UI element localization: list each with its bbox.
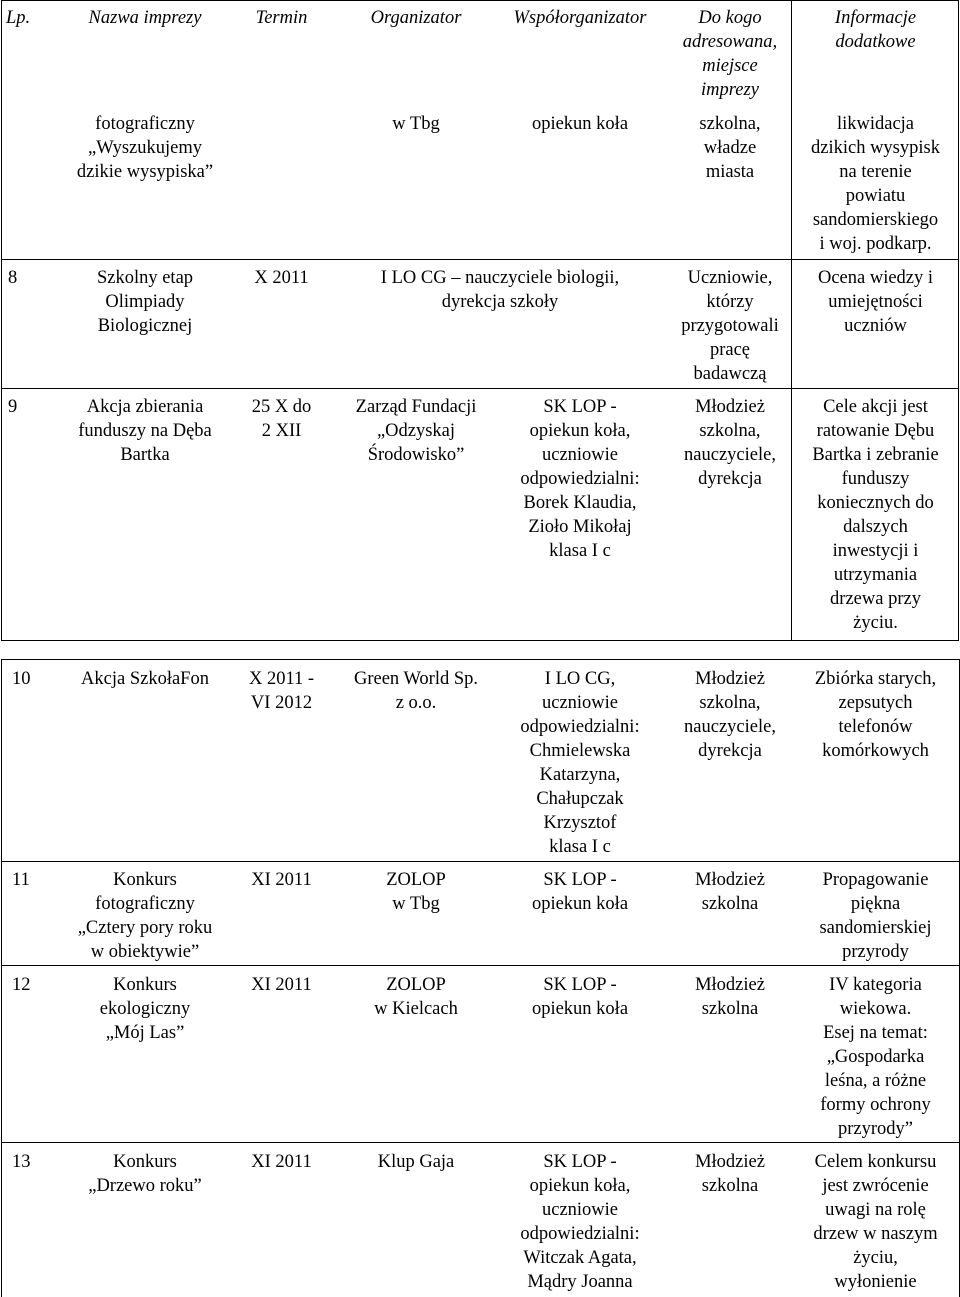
row9-coorganizer: SK LOP - opiekun koła, uczniowie odpowiedzialni: Borek Klaudia, Zioło Mikołaj klasa I c	[520, 397, 640, 561]
row11-audience: Młodzież szkolna	[695, 870, 765, 914]
row10-lp: 10	[12, 669, 31, 689]
row11-coorganizer: SK LOP - opiekun koła	[531, 870, 629, 914]
row11-term: XI 2011	[251, 870, 312, 890]
row7-coorganizer: opiekun koła	[531, 114, 629, 134]
row9-organizer: Zarząd Fundacji „Odzyskaj Środowisko”	[355, 397, 477, 465]
row10-coorganizer: I LO CG, uczniowie odpowiedzialni: Chmielewska Katarzyna, Chałupczak Krzysztof klasa I c	[520, 669, 640, 857]
row10-info: Zbiórka starych, zepsutych telefonów komórkowych	[814, 669, 937, 761]
grid-line	[1, 0, 959, 1]
row13-name: Konkurs „Drzewo roku”	[88, 1152, 202, 1196]
row12-name: Konkurs ekologiczny „Mój Las”	[99, 975, 191, 1043]
row8-lp: 8	[8, 268, 18, 288]
header-organizer: Organizator	[370, 8, 462, 28]
row11-organizer: ZOLOP w Tbg	[386, 870, 446, 914]
row12-info: IV kategoria wiekowa. Esej na temat: „Gospodarka leśna, a różne formy ochrony przyrody”	[820, 975, 931, 1139]
header-coorganizer: Współorganizator	[513, 8, 647, 28]
row9-term: 25 X do 2 XII	[251, 397, 312, 441]
row10-name: Akcja SzkołaFon	[81, 669, 209, 689]
row11-info: Propagowanie piękna sandomierskiej przyrody	[819, 870, 932, 962]
grid-line	[1, 640, 959, 641]
row11-name: Konkurs fotograficzny „Cztery pory roku w obiektywie”	[77, 870, 213, 962]
row10-organizer: Green World Sp. z o.o.	[353, 669, 479, 713]
grid-line	[1, 259, 959, 260]
grid-line	[1, 965, 959, 966]
row7-info: likwidacja dzikich wysypisk na terenie powiatu sandomierskiego i woj. podkarp.	[811, 114, 940, 254]
row12-audience: Młodzież szkolna	[695, 975, 765, 1019]
row7-organizer: w Tbg	[392, 114, 440, 134]
row9-lp: 9	[8, 397, 18, 417]
row8-audience: Uczniowie, którzy przygotowali pracę badawczą	[681, 268, 779, 384]
header-name: Nazwa imprezy	[88, 8, 202, 28]
row12-lp: 12	[12, 975, 31, 995]
row11-lp: 11	[12, 870, 30, 890]
row7-audience: szkolna, władze miasta	[699, 114, 761, 182]
row13-organizer: Klup Gaja	[377, 1152, 455, 1172]
grid-line	[1, 861, 959, 862]
row9-info: Cele akcji jest ratowanie Dębu Bartka i zebranie funduszy koniecznych do dalszych inwestycji i utrzymania drzewa przy życiu.	[812, 397, 939, 633]
row12-term: XI 2011	[251, 975, 312, 995]
row7-name: fotograficzny „Wyszukujemy dzikie wysypiska”	[76, 114, 214, 182]
row12-coorganizer: SK LOP - opiekun koła	[531, 975, 629, 1019]
header-info: Informacje dodatkowe	[834, 8, 917, 52]
row9-audience: Młodzież szkolna, nauczyciele, dyrekcja	[684, 397, 776, 489]
grid-line	[1, 1142, 959, 1143]
row13-audience: Młodzież szkolna	[695, 1152, 765, 1196]
grid-line	[1, 659, 2, 1297]
row13-coorganizer: SK LOP - opiekun koła, uczniowie odpowiedzialni: Witczak Agata, Mądry Joanna	[520, 1152, 640, 1292]
row10-term: X 2011 - VI 2012	[248, 669, 315, 713]
row8-name: Szkolny etap Olimpiady Biologicznej	[96, 268, 194, 336]
grid-line	[1, 0, 2, 641]
row8-organizer: I LO CG – nauczyciele biologii, dyrekcja szkoły	[380, 268, 620, 312]
row9-name: Akcja zbierania funduszy na Dęba Bartka	[78, 397, 212, 465]
row13-term: XI 2011	[251, 1152, 312, 1172]
row8-info: Ocena wiedzy i umiejętności uczniów	[817, 268, 934, 336]
header-lp: Lp.	[6, 8, 31, 28]
header-audience: Do kogo adresowana, miejsce imprezy	[682, 8, 778, 100]
row13-lp: 13	[12, 1152, 31, 1172]
row8-term: X 2011	[254, 268, 309, 288]
grid-line	[1, 659, 959, 660]
row13-info: Celem konkursu jest zwrócenie uwagi na rolę drzew w naszym życiu, wyłonienie	[813, 1152, 938, 1292]
header-term: Termin	[255, 8, 308, 28]
row10-audience: Młodzież szkolna, nauczyciele, dyrekcja	[684, 669, 776, 761]
grid-line	[1, 388, 959, 389]
row12-organizer: ZOLOP w Kielcach	[374, 975, 458, 1019]
